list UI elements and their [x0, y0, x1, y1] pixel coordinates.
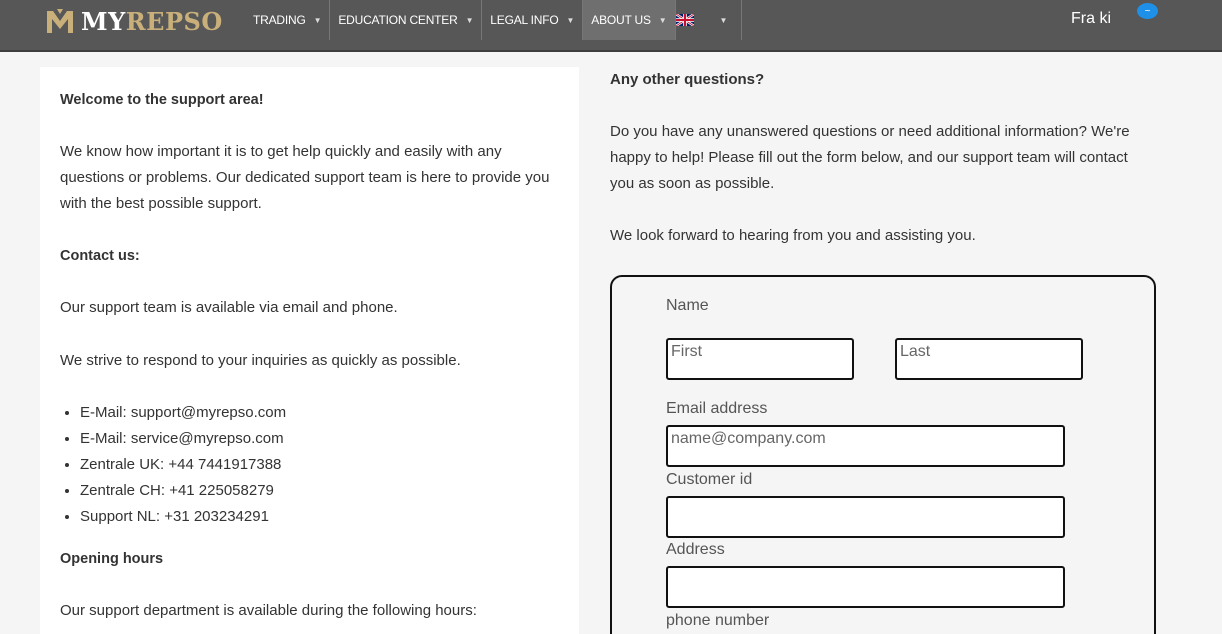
intro-line-1: We know how important it is to get help quickly and easily with any	[60, 143, 502, 160]
questions-heading: Any other questions?	[610, 71, 765, 88]
nav-legal-info[interactable]: LEGAL INFO ▼	[482, 0, 583, 40]
response-text: We strive to respond to your inquiries as quickly as possible.	[60, 352, 461, 369]
intro-line-3: with the best possible support.	[60, 195, 262, 212]
contact-list	[48, 400, 286, 530]
contact-item: • Zentrale CH: +41 225058279	[80, 478, 286, 504]
address-input[interactable]	[666, 566, 1065, 608]
main-nav	[245, 0, 742, 40]
email-input[interactable]	[666, 425, 1065, 467]
contact-heading: Contact us:	[60, 248, 140, 264]
first-name-input[interactable]	[666, 338, 854, 380]
logo-text: MYREPSO	[81, 6, 223, 36]
availability-text: Our support team is available via email and phone.	[60, 299, 398, 316]
customer-id-input[interactable]	[666, 496, 1065, 538]
welcome-heading: Welcome to the support area!	[60, 92, 264, 108]
caret-down-icon: ▼	[719, 15, 728, 25]
caret-down-icon: ▼	[658, 15, 667, 25]
support-info-panel	[40, 67, 579, 634]
questions-line-2: happy to help! Please fill out the form below, and our support team will contact	[610, 149, 1128, 166]
customer-id-label: Customer id	[666, 471, 753, 488]
nav-trading[interactable]: TRADING ▼	[245, 0, 330, 40]
caret-down-icon: ▼	[313, 15, 322, 25]
questions-line-3: you as soon as possible.	[610, 175, 775, 192]
phone-label: phone number	[666, 612, 770, 629]
address-label: Address	[666, 541, 725, 558]
contact-item: • Support NL: +31 203234291	[80, 504, 286, 530]
caret-down-icon: ▼	[465, 15, 474, 25]
questions-line-1: Do you have any unanswered questions or need additional information? We're	[610, 123, 1130, 140]
email-label: Email address	[666, 400, 768, 417]
contact-item: • Zentrale UK: +44 7441917388	[80, 452, 286, 478]
contact-form	[610, 275, 1156, 634]
uk-flag-icon	[676, 14, 694, 26]
name-label: Name	[666, 297, 709, 314]
user-name[interactable]: Fra ki	[1071, 10, 1111, 27]
opening-hours-heading: Opening hours	[60, 551, 164, 567]
nav-language[interactable]	[676, 0, 743, 40]
intro-line-2: questions or problems. Our dedicated support team is here to provide you	[60, 169, 550, 186]
notification-badge[interactable]: ~	[1137, 3, 1158, 19]
logo-mark-icon	[45, 7, 75, 35]
caret-down-icon: ▼	[566, 15, 575, 25]
closing-text: We look forward to hearing from you and assisting you.	[610, 227, 976, 244]
nav-education-center[interactable]: EDUCATION CENTER ▼	[330, 0, 482, 40]
top-navigation-bar	[0, 0, 1222, 52]
contact-item: • E-Mail: support@myrepso.com	[80, 400, 286, 426]
opening-hours-text: Our support department is available during the following hours:	[60, 602, 477, 619]
last-name-input[interactable]	[895, 338, 1083, 380]
myrepso-logo[interactable]	[45, 6, 223, 36]
nav-about-us[interactable]: ABOUT US ▼	[583, 0, 675, 40]
contact-item: • E-Mail: service@myrepso.com	[80, 426, 286, 452]
